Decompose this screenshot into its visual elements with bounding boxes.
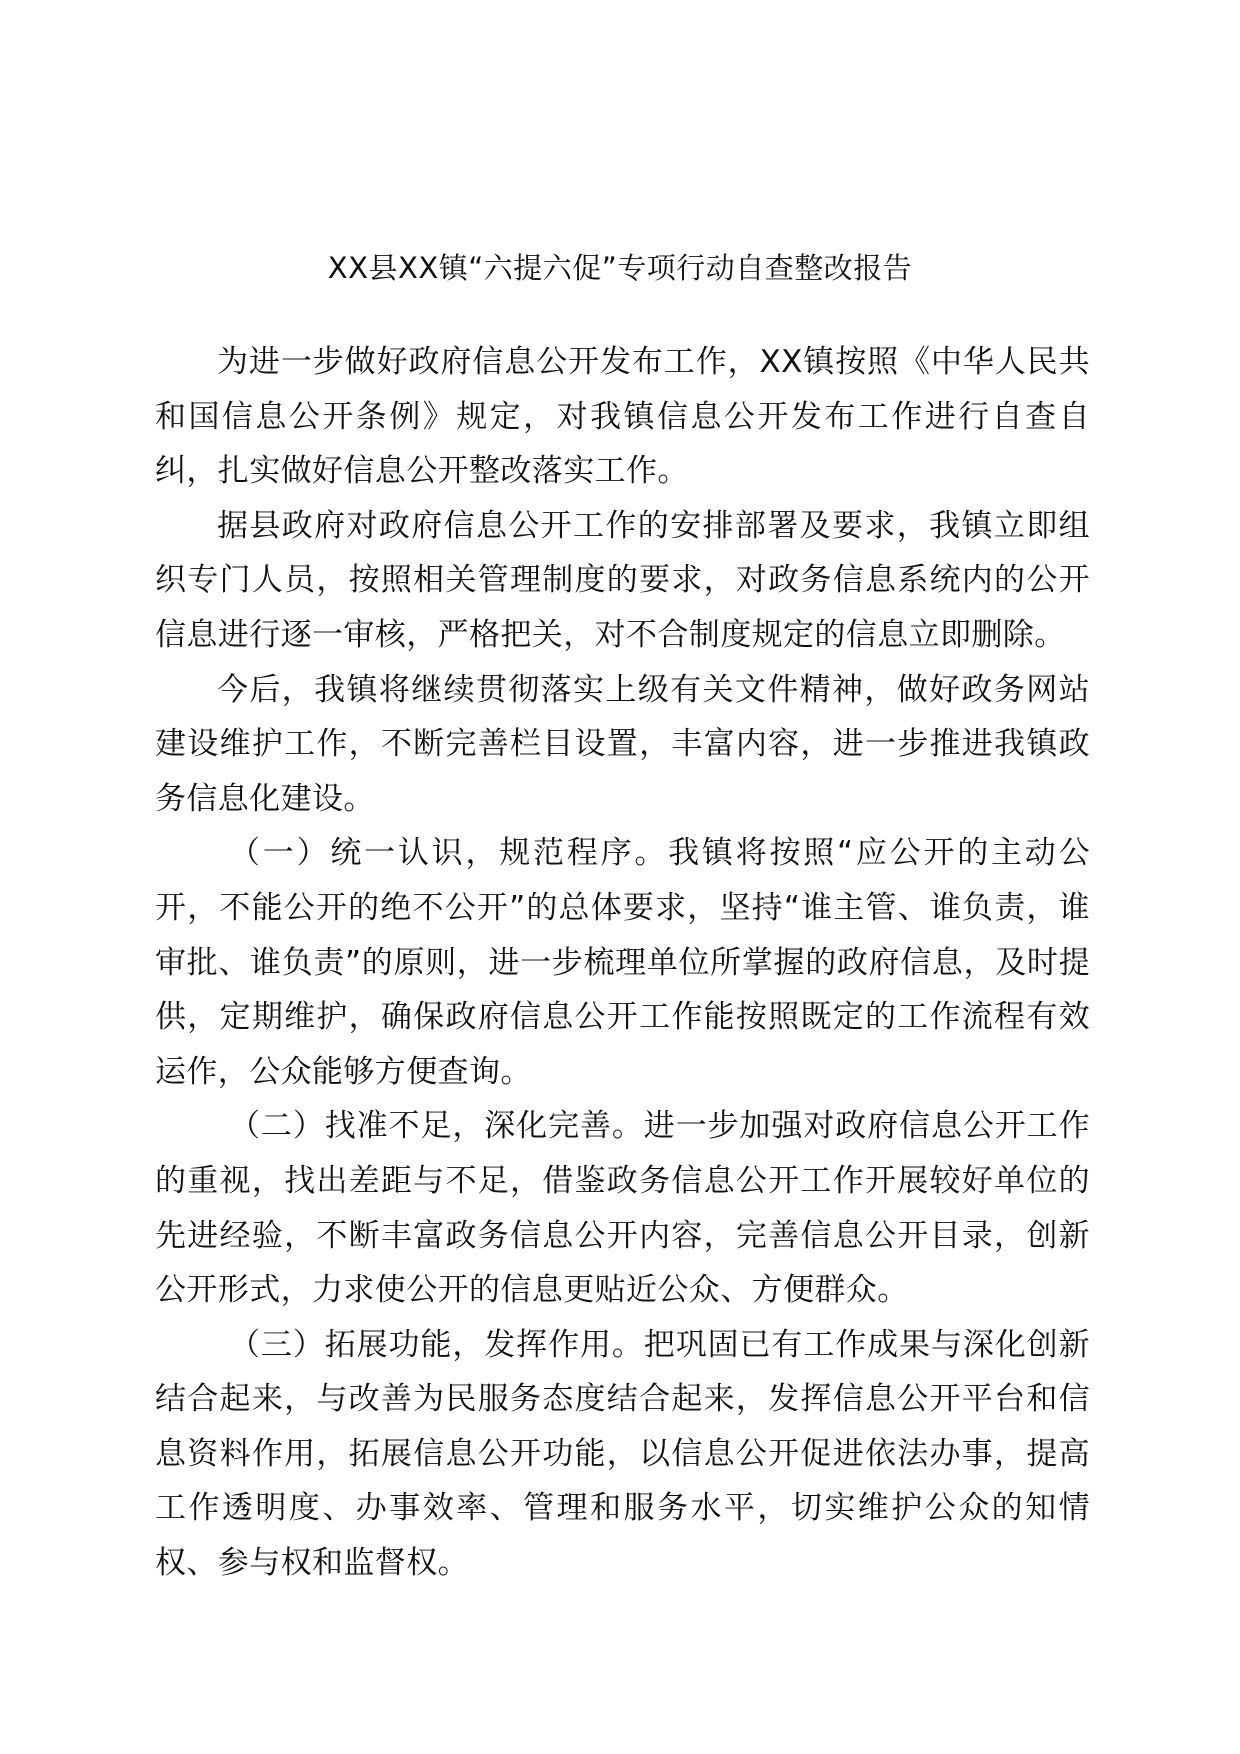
paragraph-intro: 为进一步做好政府信息公开发布工作，XX镇按照《中华人民共和国信息公开条例》规定，对我镇信息公开发布工作进行自查自纠，扎实做好信息公开整改落实工作。 [155,344,1090,490]
paragraph-item-2: （二）找准不足，深化完善。进一步加强对政府信息公开工作的重视，找出差距与不足，借鉴政务信息公开工作开展较好单位的先进经验，不断丰富政务信息公开内容，完善信息公开目录，创新公开形式，力求使公开的信息更贴近公众、方便群众。 [155,1108,1090,1309]
document-title: XX县XX镇“六提六促”专项行动自查整改报告 [327,251,913,285]
paragraph-review: 据县政府对政府信息公开工作的安排部署及要求，我镇立即组织专门人员，按照相关管理制度的要求，对政务信息系统内的公开信息进行逐一审核，严格把关，对不合制度规定的信息立即删除。 [155,507,1090,653]
paragraph-item-3: （三）拓展功能，发挥作用。把巩固已有工作成果与深化创新结合起来，与改善为民服务态度结合起来，发挥信息公开平台和信息资料作用，拓展信息公开功能，以信息公开促进依法办事，提高工作透明度、办事效率、管理和服务水平，切实维护公众的知情权、参与权和监督权。 [155,1326,1090,1582]
document-body [155,335,1090,1591]
paragraph-future: 今后，我镇将继续贯彻落实上级有关文件精神，做好政务网站建设维护工作，不断完善栏目设置，丰富内容，进一步推进我镇政务信息化建设。 [155,671,1090,817]
paragraph-item-1: （一）统一认识，规范程序。我镇将按照“应公开的主动公开，不能公开的绝不公开”的总体要求，坚持“谁主管、谁负责，谁审批、谁负责”的原则，进一步梳理单位所掌握的政府信息，及时提供，定期维护，确保政府信息公开工作能按照既定的工作流程有效运作，公众能够方便查询。 [155,835,1090,1090]
